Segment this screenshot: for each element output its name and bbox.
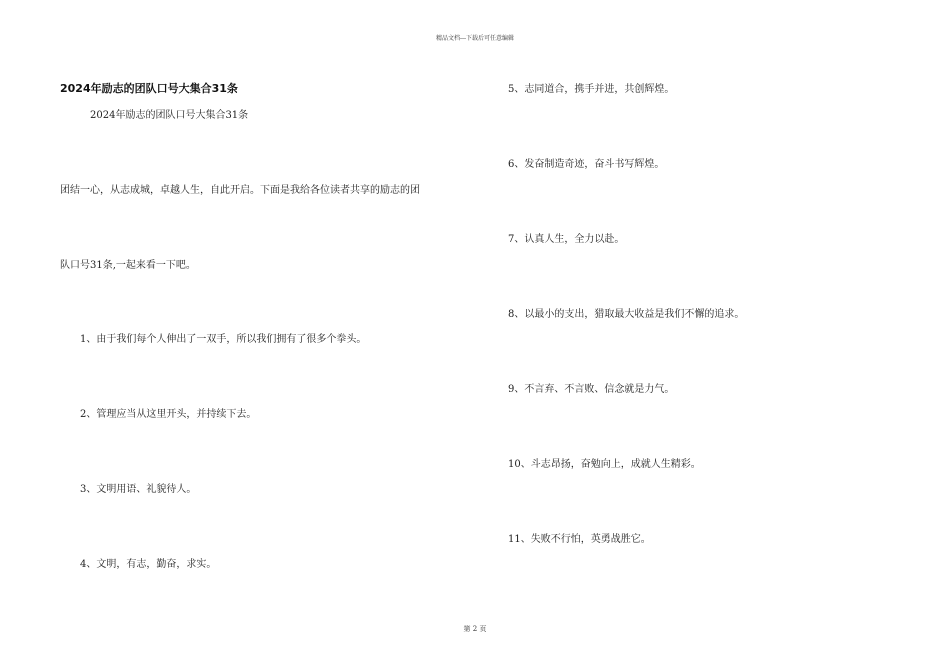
document-subtitle: 2024年励志的团队口号大集合31条	[90, 110, 249, 121]
page-number: 第 2 页	[463, 625, 487, 633]
document-title: 2024年励志的团队口号大集合31条	[60, 82, 238, 95]
slogan-item: 7、认真人生，全力以赴。	[508, 234, 625, 245]
slogan-item: 9、不言弃、不言败、信念就是力气。	[508, 384, 675, 395]
slogan-item: 4、文明，有志，勤奋，求实。	[80, 559, 217, 570]
slogan-item: 1、由于我们每个人伸出了一双手，所以我们拥有了很多个拳头。	[80, 334, 367, 345]
slogan-item: 5、志同道合，携手并进，共创辉煌。	[508, 84, 675, 95]
slogan-item: 11、失败不行怕，英勇战胜它。	[508, 534, 651, 545]
intro-paragraph-line-1: 团结一心，从志成城，卓越人生，自此开启。下面是我给各位读者共享的励志的团	[60, 185, 420, 196]
slogan-item: 8、以最小的支出，猎取最大收益是我们不懈的追求。	[508, 309, 745, 320]
slogan-item: 10、斗志昂扬，奋勉向上，成就人生精彩。	[508, 459, 701, 470]
slogan-item: 2、管理应当从这里开头，并持续下去。	[80, 409, 257, 420]
intro-paragraph-line-2: 队口号31条,一起来看一下吧。	[60, 260, 196, 271]
slogan-item: 6、发奋制造奇迹，奋斗书写辉煌。	[508, 159, 665, 170]
slogan-item: 3、文明用语、礼貌待人。	[80, 484, 197, 495]
page-header: 精品文档---下载后可任意编辑	[435, 35, 515, 42]
